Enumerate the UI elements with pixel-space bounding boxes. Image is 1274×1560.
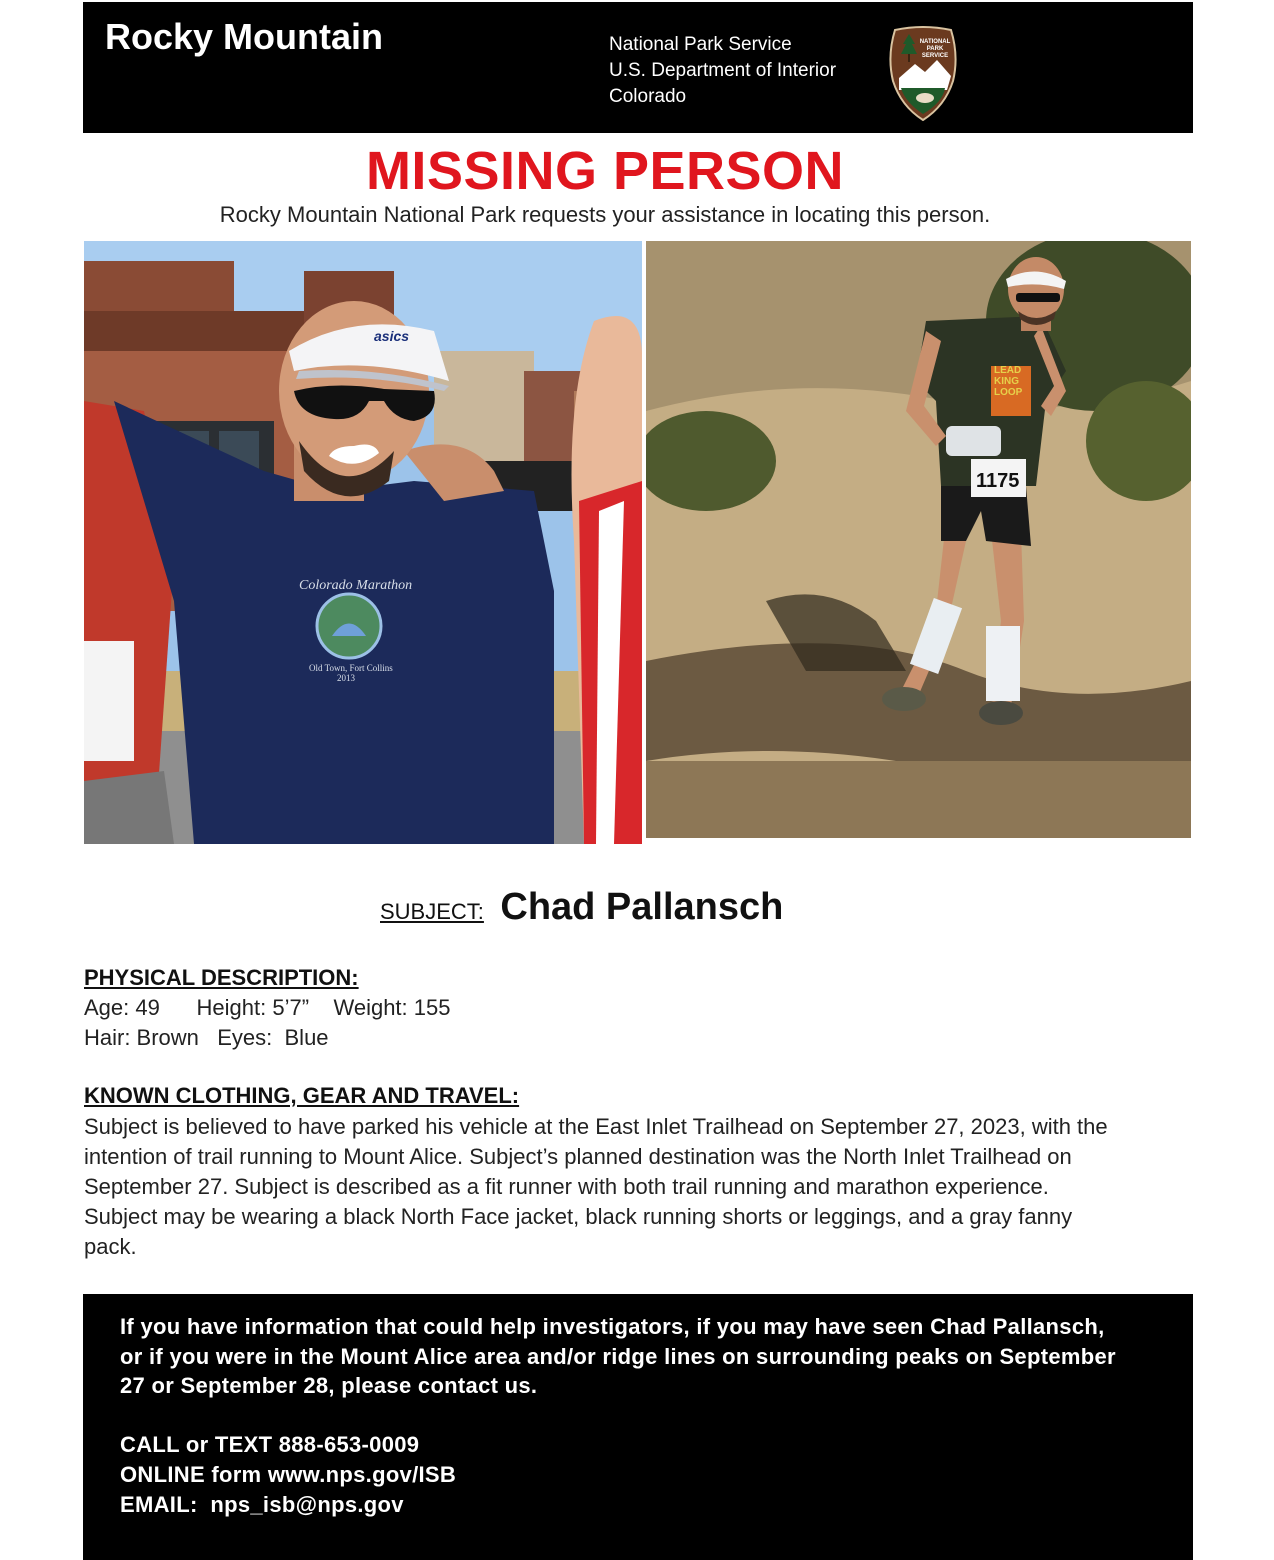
clothing-gear-heading: KNOWN CLOTHING, GEAR AND TRAVEL: bbox=[84, 1083, 520, 1108]
agency-line: Colorado bbox=[609, 86, 687, 107]
physical-description-line: Hair: Brown Eyes: Blue bbox=[84, 1025, 329, 1050]
shirt-logo-subtext: Old Town, Fort Collins bbox=[309, 663, 393, 673]
subject-photo-marathon bbox=[84, 241, 642, 844]
nps-arrowhead-logo bbox=[885, 26, 961, 122]
clothing-gear-text: Subject is believed to have parked his vehicle at the East Inlet Trailhead on September 27, 2023, with the intention of trail running to Mount Alice. Subject’s planned destination was the North Inlet Trailhead on September 27. Subject is described as a fit runner with both trail running and marathon experience. Subject may be wearing a black North Face jacket, black running shorts or leggings, and a gray fanny pack. bbox=[84, 1114, 1108, 1259]
runner-shirt-text: LEAD bbox=[994, 365, 1022, 376]
physical-description-heading: PHYSICAL DESCRIPTION: bbox=[84, 965, 359, 990]
logo-text: PARK bbox=[926, 46, 944, 52]
runner-shirt-text: KING bbox=[994, 376, 1019, 387]
race-bib-number: 1175 bbox=[976, 470, 1020, 492]
assistance-subtitle: Rocky Mountain National Park requests your assistance in locating this person. bbox=[219, 202, 991, 227]
agency-line: U.S. Department of Interior bbox=[609, 60, 837, 81]
contact-footer bbox=[83, 1294, 1193, 1560]
subject-photo-trail-run bbox=[646, 241, 1191, 838]
contact-phone[interactable]: CALL or TEXT 888-653-0009 bbox=[120, 1432, 420, 1457]
visor-logo-text: asics bbox=[374, 328, 410, 344]
header-banner bbox=[83, 2, 1193, 133]
agency-line: National Park Service bbox=[609, 34, 792, 55]
agency-block bbox=[609, 32, 836, 110]
missing-person-title: MISSING PERSON bbox=[365, 141, 845, 201]
contact-online-form[interactable]: ONLINE form www.nps.gov/ISB bbox=[120, 1462, 457, 1487]
logo-text: SERVICE bbox=[921, 53, 949, 59]
park-name: Rocky Mountain bbox=[105, 16, 384, 57]
shirt-logo-text: Colorado Marathon bbox=[299, 578, 413, 593]
contact-email[interactable]: EMAIL: nps_isb@nps.gov bbox=[120, 1492, 404, 1517]
contact-request-message: If you have information that could help investigators, if you may have seen Chad Pallansch, or if you were in the Mount Alice area and/or ridge lines on surrounding peaks on September 27 or September 28, please contact us. bbox=[120, 1314, 1116, 1398]
runner-shirt-text: LOOP bbox=[994, 387, 1023, 398]
logo-text: NATIONAL bbox=[919, 39, 951, 45]
physical-description-line: Age: 49 Height: 5’7” Weight: 155 bbox=[84, 995, 451, 1020]
subject-label: SUBJECT: bbox=[380, 899, 484, 924]
subject-name: Chad Pallansch bbox=[500, 886, 784, 928]
subject-row bbox=[380, 886, 783, 929]
shirt-logo-year: 2013 bbox=[337, 673, 355, 683]
